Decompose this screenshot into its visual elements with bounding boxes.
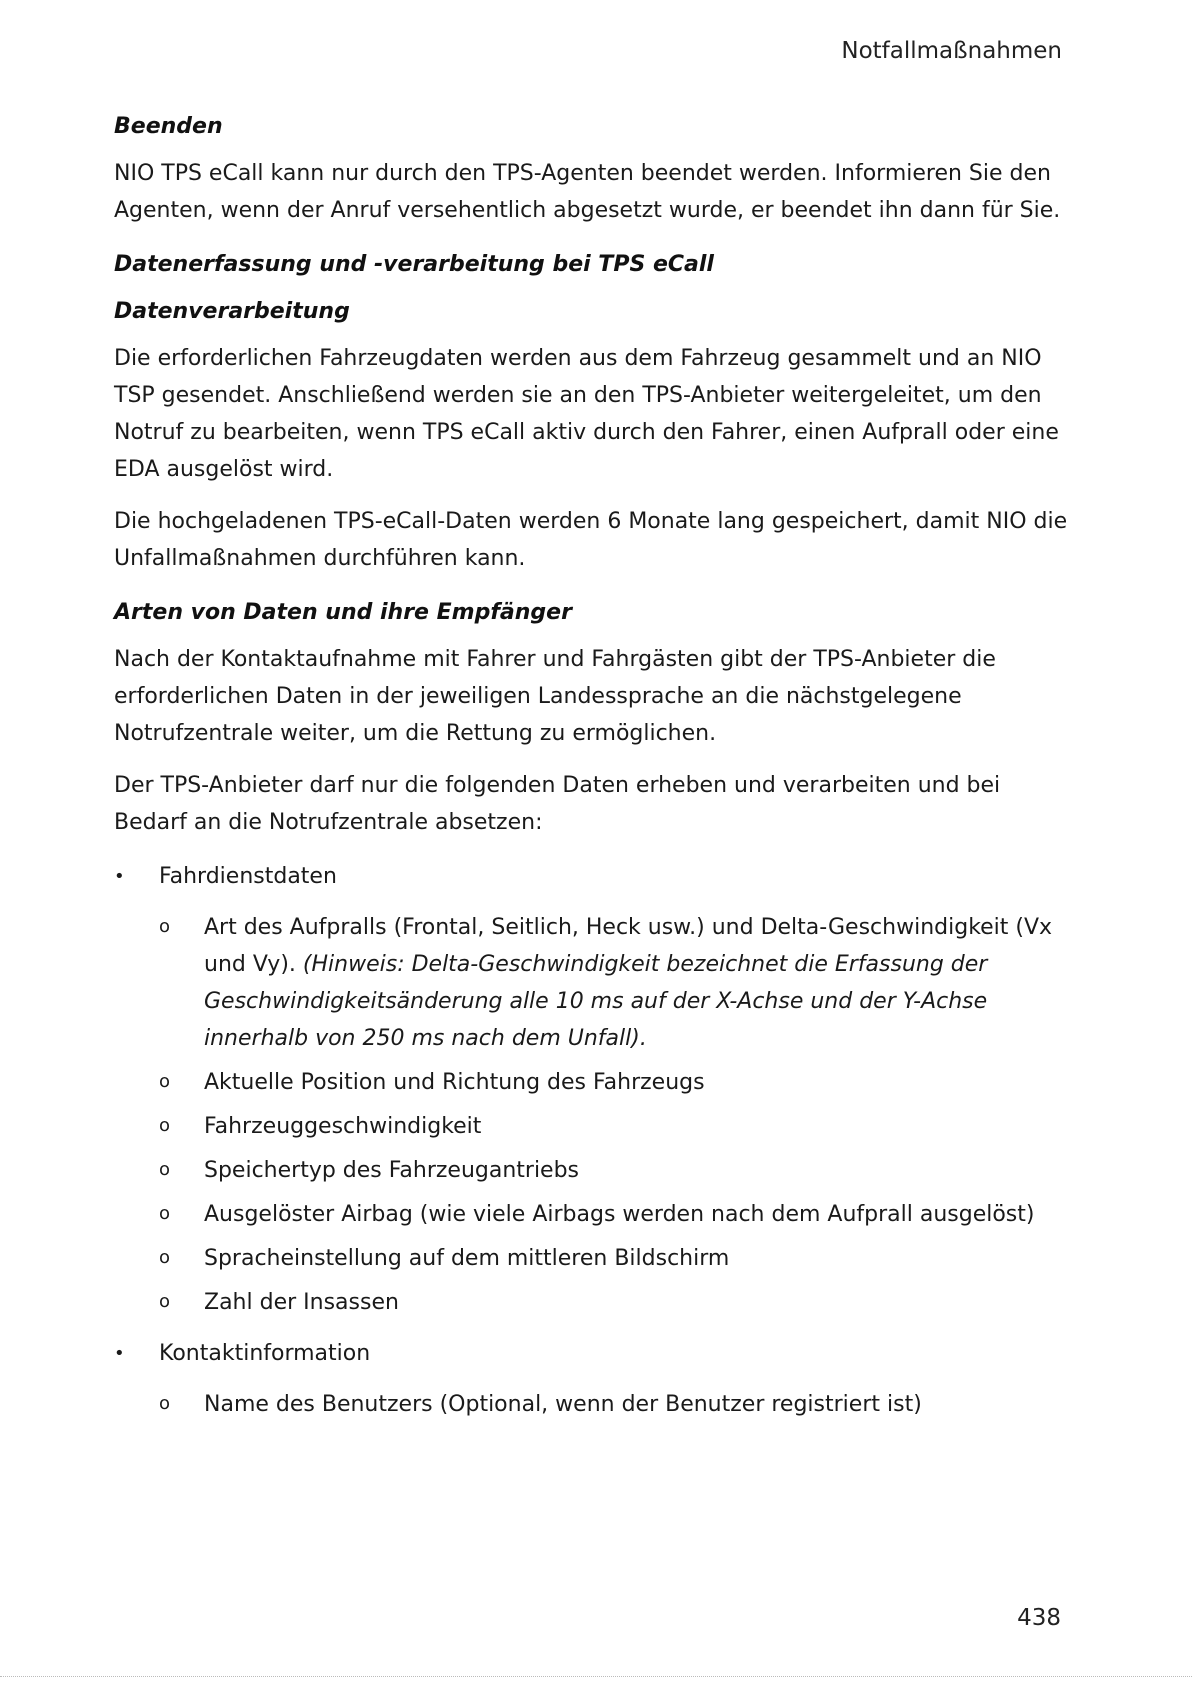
running-header: Notfallmaßnahmen xyxy=(841,38,1062,64)
list-item-label: Kontaktinformation xyxy=(159,1341,371,1366)
list-item-kontaktinformation xyxy=(114,1335,1074,1423)
page-number: 438 xyxy=(1017,1605,1061,1631)
list-item: o Speichertyp des Fahrzeugantriebs xyxy=(114,1152,1074,1189)
bottom-divider xyxy=(0,1676,1192,1677)
paragraph-arten-2: Der TPS-Anbieter darf nur die folgenden Daten erheben und verarbeiten und bei Bedarf an die Notrufzentrale absetzen: xyxy=(114,773,1001,835)
heading-arten-von-daten: Arten von Daten und ihre Empfänger xyxy=(114,600,572,625)
paragraph-datenverarbeitung-2: Die hochgeladenen TPS-eCall-Daten werden 6 Monate lang gespeichert, damit NIO die Unfallmaßnahmen durchführen kann. xyxy=(114,509,1068,571)
list-item-text: Art des Aufpralls (Frontal, Seitlich, Heck usw.) und Delta-Geschwindigkeit (Vx und Vy). xyxy=(204,915,1053,977)
page-content xyxy=(114,108,1074,1437)
list-item: o Aktuelle Position und Richtung des Fahrzeugs xyxy=(114,1064,1074,1101)
note-text: (Hinweis: Delta-Geschwindigkeit bezeichnet die Erfassung der Geschwindigkeitsänderung alle 10 ms auf der X-Achse und der Y-Achse innerhalb von 250 ms nach dem Unfall). xyxy=(204,952,988,1051)
kontakt-sublist xyxy=(159,1386,1074,1423)
paragraph-arten-1: Nach der Kontaktaufnahme mit Fahrer und Fahrgästen gibt der TPS-Anbieter die erforderlichen Daten in der jeweiligen Landessprache an die nächstgelegene Notrufzentrale weiter, um die Rettung zu ermöglichen. xyxy=(114,647,996,746)
list-item: o Fahrzeuggeschwindigkeit xyxy=(114,1108,1074,1145)
list-item: o Name des Benutzers (Optional, wenn der Benutzer registriert ist) xyxy=(114,1386,1074,1423)
list-item-fahrdienstdaten xyxy=(114,858,1074,1321)
list-item xyxy=(114,909,1074,1057)
list-item-label: Fahrdienstdaten xyxy=(159,864,337,889)
list-item: o Ausgelöster Airbag (wie viele Airbags werden nach dem Aufprall ausgelöst) xyxy=(114,1196,1074,1233)
heading-beenden: Beenden xyxy=(114,114,223,139)
heading-datenerfassung: Datenerfassung und -verarbeitung bei TPS eCall xyxy=(114,252,714,277)
data-category-list xyxy=(114,858,1074,1423)
paragraph-beenden: NIO TPS eCall kann nur durch den TPS-Agenten beendet werden. Informieren Sie den Agenten, wenn der Anruf versehentlich abgesetzt wurde, er beendet ihn dann für Sie. xyxy=(114,161,1061,223)
subheading-datenverarbeitung: Datenverarbeitung xyxy=(114,299,350,324)
paragraph-datenverarbeitung-1: Die erforderlichen Fahrzeugdaten werden aus dem Fahrzeug gesammelt und an NIO TSP gesendet. Anschließend werden sie an den TPS-Anbieter weitergeleitet, um den Notruf zu bearbeiten, wenn TPS eCall aktiv durch den Fahrer, einen Aufprall oder eine EDA ausgelöst wird. xyxy=(114,346,1059,482)
list-item: o Spracheinstellung auf dem mittleren Bildschirm xyxy=(114,1240,1074,1277)
list-item: o Zahl der Insassen xyxy=(114,1284,1074,1321)
fahrdienst-sublist xyxy=(159,909,1074,1321)
